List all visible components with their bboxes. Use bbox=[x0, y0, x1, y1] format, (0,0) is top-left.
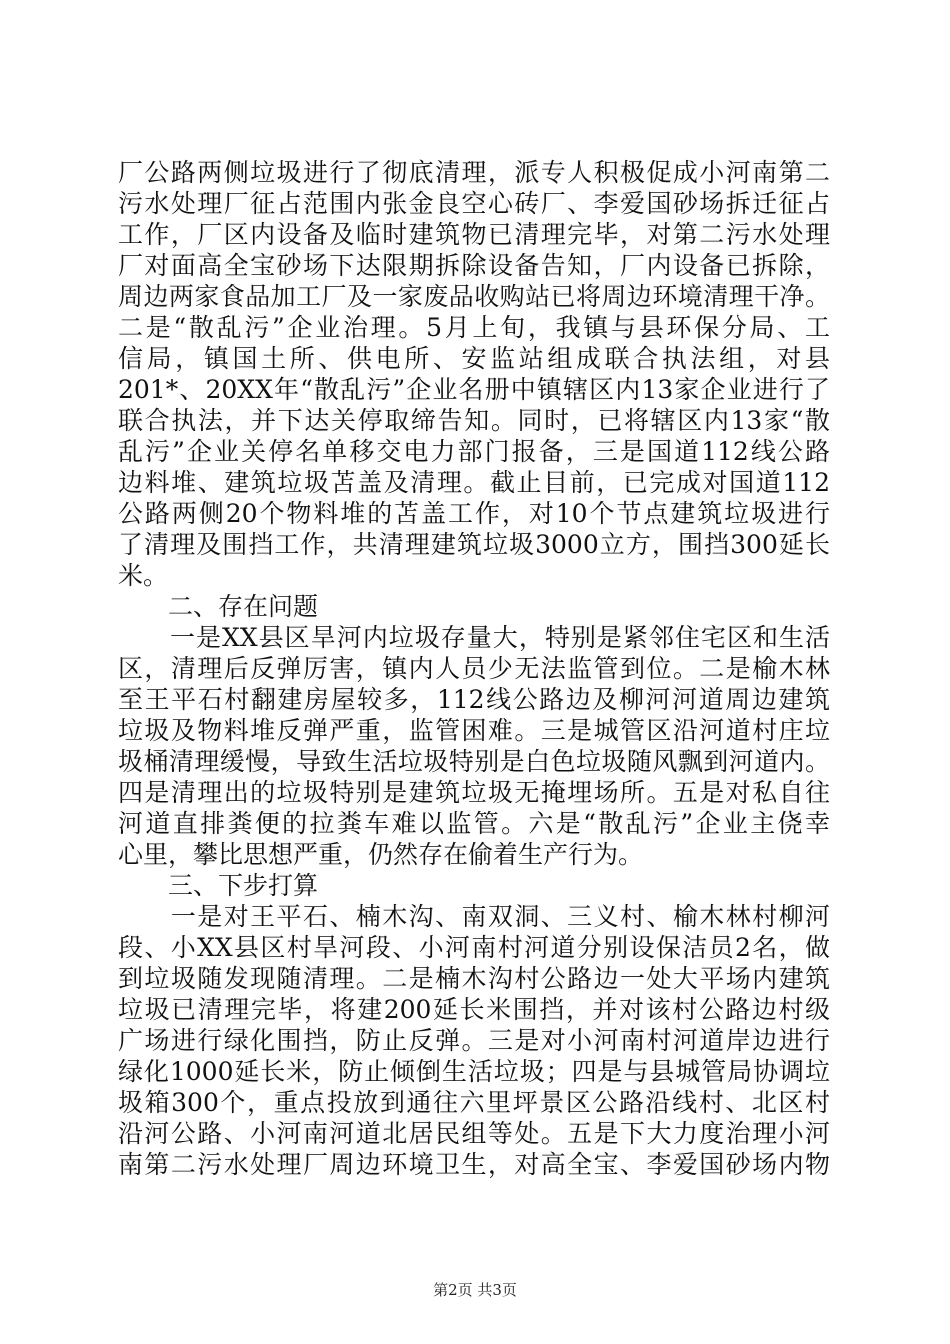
body-line: 一是XX县区旱河内垃圾存量大，特别是紧邻住宅区和生活 bbox=[118, 623, 830, 652]
section-heading: 二、存在问题 bbox=[118, 592, 319, 621]
body-line: 周边两家食品加工厂及一家废品收购站已将周边环境清理干净。 bbox=[118, 282, 830, 311]
body-line: 信局，镇国土所、供电所、安监站组成联合执法组，对县 bbox=[118, 344, 830, 373]
body-line: 至王平石村翻建房屋较多，112线公路边及柳河河道周边建筑 bbox=[118, 685, 830, 714]
body-line: 垃圾已清理完毕，将建200延长米围挡，并对该村公路边村级 bbox=[118, 995, 830, 1024]
body-line: 乱污”企业关停名单移交电力部门报备，三是国道112线公路 bbox=[118, 437, 830, 466]
body-line: 边料堆、建筑垃圾苫盖及清理。截止目前，已完成对国道112 bbox=[118, 468, 830, 497]
body-line: 段、小XX县区村旱河段、小河南村河道分别设保洁员2名，做 bbox=[118, 933, 830, 962]
body-line: 厂公路两侧垃圾进行了彻底清理，派专人积极促成小河南第二 bbox=[118, 158, 830, 187]
body-line: 厂对面高全宝砂场下达限期拆除设备告知，厂内设备已拆除， bbox=[118, 251, 830, 280]
body-line: 河道直排粪便的拉粪车难以监管。六是“散乱污”企业主侥幸 bbox=[118, 809, 830, 838]
page-footer: 第2页 共3页 bbox=[433, 1281, 517, 1299]
body-line: 工作，厂区内设备及临时建筑物已清理完毕，对第二污水处理 bbox=[118, 220, 830, 249]
body-line: 米。 bbox=[118, 561, 169, 590]
body-line: 沿河公路、小河南河道北居民组等处。五是下大力度治理小河 bbox=[118, 1119, 830, 1148]
body-line: 绿化1000延长米，防止倾倒生活垃圾；四是与县城管局协调垃 bbox=[118, 1057, 830, 1086]
body-line: 公路两侧20个物料堆的苫盖工作，对10个节点建筑垃圾进行 bbox=[118, 499, 830, 528]
body-line: 一是对王平石、楠木沟、南双洞、三义村、榆木林村柳河 bbox=[118, 902, 830, 931]
body-line: 到垃圾随发现随清理。二是楠木沟村公路边一处大平场内建筑 bbox=[118, 964, 830, 993]
body-line: 南第二污水处理厂周边环境卫生，对高全宝、李爱国砂场内物 bbox=[118, 1150, 830, 1179]
body-line: 四是清理出的垃圾特别是建筑垃圾无掩埋场所。五是对私自往 bbox=[118, 778, 830, 807]
section-heading: 三、下步打算 bbox=[118, 871, 319, 900]
body-line: 区，清理后反弹厉害，镇内人员少无法监管到位。二是榆木林 bbox=[118, 654, 830, 683]
body-line: 201*、20XX年“散乱污”企业名册中镇辖区内13家企业进行了 bbox=[118, 375, 830, 404]
body-line: 圾箱300个，重点投放到通往六里坪景区公路沿线村、北区村 bbox=[118, 1088, 830, 1117]
body-line: 联合执法，并下达关停取缔告知。同时，已将辖区内13家“散 bbox=[118, 406, 830, 435]
body-line: 心里，攀比思想严重，仍然存在偷着生产行为。 bbox=[118, 840, 644, 869]
body-line: 圾桶清理缓慢，导致生活垃圾特别是白色垃圾随风飘到河道内。 bbox=[118, 747, 830, 776]
body-line: 垃圾及物料堆反弹严重，监管困难。三是城管区沿河道村庄垃 bbox=[118, 716, 830, 745]
body-line: 广场进行绿化围挡，防止反弹。三是对小河南村河道岸边进行 bbox=[118, 1026, 830, 1055]
body-line: 了清理及围挡工作，共清理建筑垃圾3000立方，围挡300延长 bbox=[118, 530, 830, 559]
body-line: 二是“散乱污”企业治理。5月上旬，我镇与县环保分局、工 bbox=[118, 313, 830, 342]
body-line: 污水处理厂征占范围内张金良空心砖厂、李爱国砂场拆迁征占 bbox=[118, 189, 830, 218]
